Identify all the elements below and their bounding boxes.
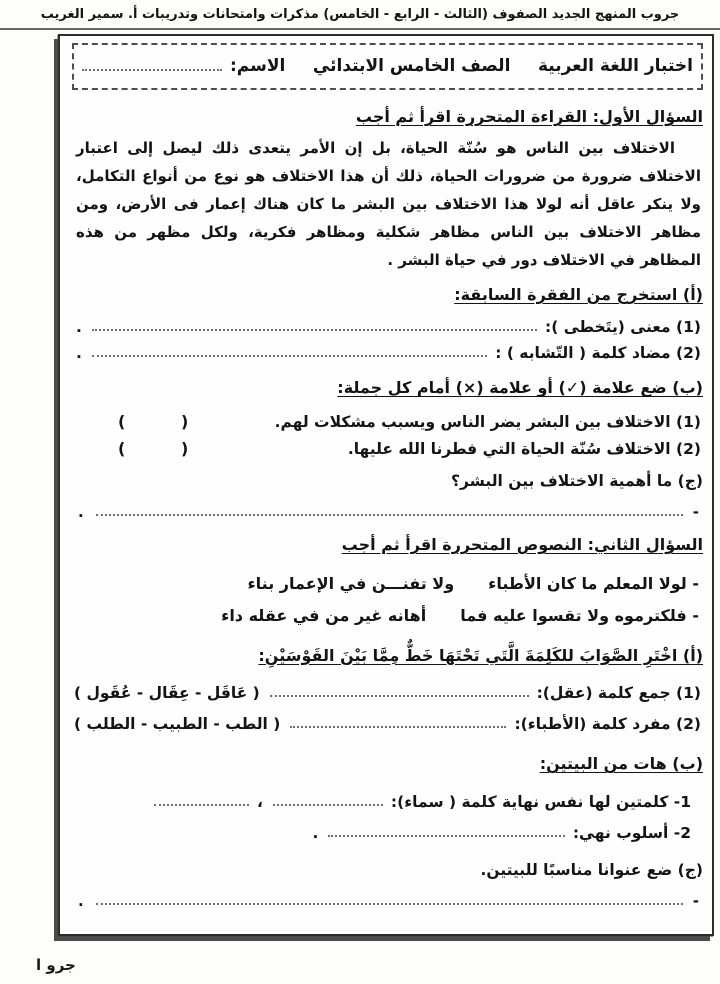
verse1-second-hemistich: ولا تفنـــن في الإعمار بناء: [247, 573, 455, 593]
q2a-item-1-choices: ( عَاقَل - عِقَال - عُقَول ): [74, 684, 260, 703]
name-label: الاسم:: [230, 56, 286, 76]
q2a-item-2-choices: ( الطب - الطبيب - الطلب ): [74, 715, 281, 734]
dotted-blank: [92, 355, 487, 357]
q1a-item-1-label: (1) معنى (يتَخطى ):: [545, 318, 701, 337]
poem-verse-2: [72, 606, 699, 625]
verse2-first-hemistich: - فلكترموه ولا تقسوا عليه فما: [460, 605, 699, 625]
q2b-item-2: [74, 824, 701, 842]
q1c-answer-line: [76, 503, 699, 521]
q2-part-b-heading: (ب) هات من البيتين:: [539, 754, 703, 774]
q2a-item-1-label: (1) جمع كلمة (عقل):: [536, 684, 701, 703]
q2-part-c-heading: (ج) ضع عنوانا مناسبًا للبيتين.: [480, 860, 703, 879]
dotted-blank: [290, 726, 506, 728]
q1b-item-2: [74, 439, 701, 458]
q2a-item-1: [74, 684, 701, 702]
verse1-first-hemistich: - لولا المعلم ما كان الأطباء: [488, 573, 699, 593]
q1b-item-1-text: (1) الاختلاف بين البشر يضر الناس ويسبب مشكلات لهم.: [274, 413, 701, 432]
q2b-item-2-label: 2- أسلوب نهي:: [572, 823, 691, 842]
q2-part-a-heading: (أ) اخْتَرِ الصَّوَابَ للكَلِمَةَ الَّتَي تَحْتَهَا خَطٌّ مِمَّا بَيْنَ القَوْسَيْنِ:: [258, 645, 703, 665]
q2a-item-2-label: (2) مفرد كلمة (الأطباء):: [514, 715, 701, 734]
answer-parentheses: ( ): [118, 439, 189, 459]
poem-verse-1: [72, 574, 699, 593]
end-period: .: [78, 503, 84, 522]
q2a-item-2: [74, 715, 701, 733]
answer-dash: -: [692, 891, 699, 910]
q1-part-b-heading: (ب) ضع علامة (✓) أو علامة (×) أمام كل جملة:: [337, 378, 703, 398]
q2b-item-1-label: 1- كلمتين لها نفس نهاية كلمة ( سماء):: [390, 792, 691, 811]
exam-sheet: [58, 34, 714, 936]
end-period: .: [312, 823, 319, 842]
dotted-blank: [154, 804, 249, 806]
end-period: .: [78, 891, 84, 910]
q1a-item-2: [74, 344, 701, 362]
question2-section: [72, 527, 703, 910]
dotted-blank: [96, 514, 683, 516]
group-banner-text: جروب المنهج الجديد الصفوف (الثالث - الرابع - الخامس) مذكرات وامتحانات وتدريبات أ. سمير الغريب: [40, 7, 680, 22]
dotted-blank: [92, 329, 537, 331]
q2c-answer-line: [76, 892, 699, 910]
name-blank: [82, 69, 222, 71]
exam-title-box: [72, 43, 703, 90]
q1-part-c-heading: (ج) ما أهمية الاختلاف بين البشر؟: [450, 472, 703, 491]
q1-part-a-heading: (أ) استخرج من الفقرة السابقة:: [454, 284, 703, 304]
end-period: .: [76, 344, 82, 363]
answer-parentheses: ( ): [118, 412, 189, 432]
question2-heading: السؤال الثاني: النصوص المتحررة اقرأ ثم أجب: [341, 535, 703, 555]
question1-heading: السؤال الأول: القراءة المتحررة اقرأ ثم أجب: [355, 107, 703, 126]
page-footer-text: جرو ا: [36, 956, 76, 974]
q1b-item-2-text: (2) الاختلاف سُنّة الحياة التي فطرنا الله عليها.: [347, 440, 701, 459]
question1-section: [72, 99, 703, 521]
comma-separator: ،: [257, 792, 263, 811]
dotted-blank: [270, 695, 529, 697]
answer-dash: -: [692, 503, 699, 522]
end-period: .: [76, 318, 82, 337]
dotted-blank: [96, 903, 683, 905]
exam-title: اختبار اللغة العربية: [537, 56, 693, 76]
q1a-item-2-label: (2) مضاد كلمة ( التّشابه ) :: [495, 344, 701, 363]
header-divider: [0, 28, 720, 30]
verse2-second-hemistich: أهانه غير من في عقله داء: [221, 605, 427, 625]
q1a-item-1: [74, 318, 701, 336]
grade-label: الصف الخامس الابتدائي: [312, 56, 511, 76]
student-name-field: [82, 56, 285, 76]
q2b-item-1: [74, 793, 701, 811]
dotted-blank: [328, 835, 564, 837]
q1b-item-1: [74, 412, 701, 431]
dotted-blank: [273, 804, 383, 806]
reading-passage: الاختلاف بين الناس هو سُنّة الحياة، بل إن الأمر يتعدى ذلك ليصل إلى اعتبار الاختلاف ضرورة من ضرورات الحياة، ذلك أن هذا الاختلاف هو نوع من أنواع التكامل، ولا ينكر عاقل أنه لولا هذا الاختلاف بين البشر ما كان هناك إعمار فى الأرض، ومن مظاهر الاختلاف بين الناس مظاهر شكلية ومظاهر فكرية، ولكل مظهر من هذه المظاهر في الاختلاف دور في حياة البشر .: [76, 138, 701, 269]
